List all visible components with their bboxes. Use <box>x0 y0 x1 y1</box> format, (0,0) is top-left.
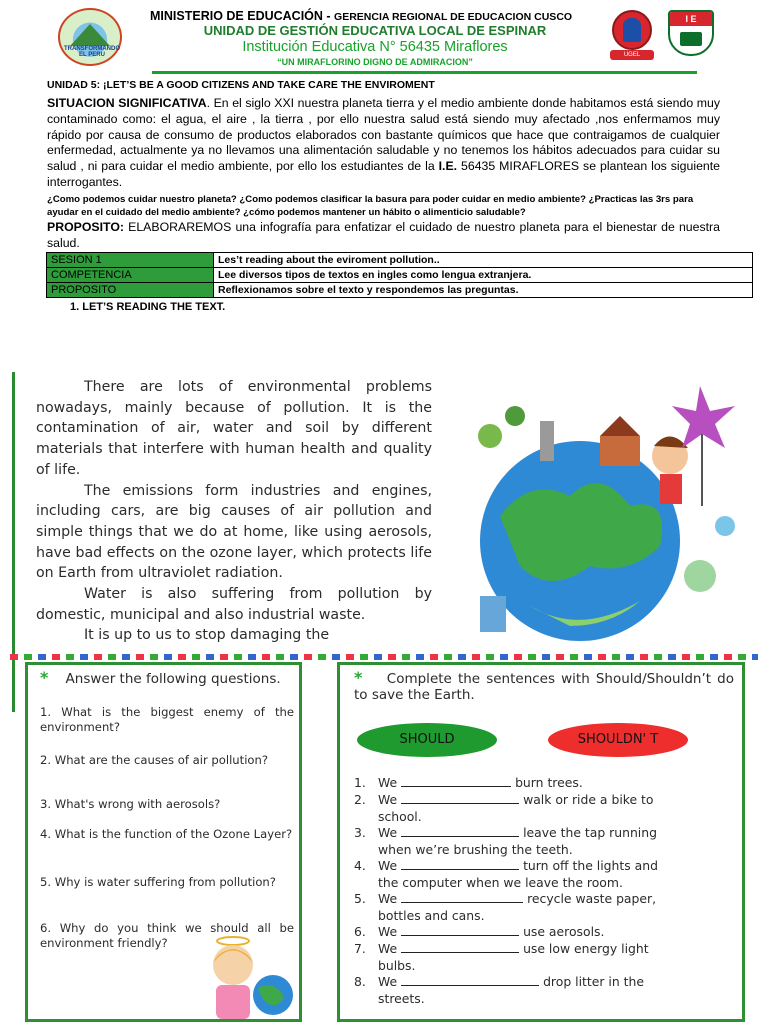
sentence-number: 6. <box>354 924 366 939</box>
sentence-4 <box>354 858 734 891</box>
sentence-start: We <box>378 924 398 939</box>
institucion-title: Institución Educativa N° 56435 Miraflores <box>242 39 508 55</box>
angel-dress-icon <box>216 985 250 1019</box>
sentence-2 <box>354 792 734 825</box>
sentence-start: We <box>378 858 398 873</box>
sentences-box-heading <box>354 670 734 703</box>
sentence-rest: use aerosols. <box>523 924 605 939</box>
ministerio-line <box>150 9 590 23</box>
guiding-questions: ¿Como podemos cuidar nuestro planeta? ¿Como podemos clasificar la basura para poder cuidar en medio ambiente? ¿Practicas las 3rs para ayudar en el cuidado del medio ambiente? ¿cómo podemos mantener un hábito o alimenticio saludable? <box>47 194 694 218</box>
halo-icon <box>217 937 249 945</box>
sentence-continuation: bulbs. <box>378 957 416 973</box>
sentence-start: We <box>378 974 398 989</box>
sentence-continuation: school. <box>378 808 422 824</box>
bubble-icon <box>715 516 735 536</box>
proposito-row-label: PROPOSITO <box>47 283 214 298</box>
gerencia-title: GERENCIA REGIONAL DE EDUCACION CUSCO <box>334 11 573 23</box>
table-row <box>47 283 753 298</box>
shield-band-text: I E <box>670 12 712 26</box>
answer-blank[interactable] <box>401 792 519 804</box>
answer-blank[interactable] <box>401 941 519 953</box>
situacion-tail: 56435 MIRAFLORES se plantean los siguiente interrogantes. <box>47 159 720 189</box>
table-row <box>47 268 753 283</box>
reading-paragraph-1: There are lots of environmental problems nowadays, mainly because of pollution. It is the contamination of air, water and soil by different materials that interfere with human health and quality of life. <box>36 379 432 478</box>
house-icon <box>600 436 640 466</box>
sentence-8 <box>354 974 734 1007</box>
sentences-heading-text: Complete the sentences with Should/Shouldn’t do to save the Earth. <box>354 671 734 703</box>
logo-left-text: TRANSFORMANDO EL PERU <box>64 46 120 58</box>
shield-icon <box>668 10 714 56</box>
session-value: Les’t reading about the eviroment pollution.. <box>214 253 753 268</box>
angel-face-icon <box>213 945 253 985</box>
sentence-rest: recycle waste paper, <box>527 891 657 906</box>
sentence-rest: drop litter in the <box>543 974 644 989</box>
session-table <box>46 252 753 298</box>
questions-heading-text: Answer the following questions. <box>65 671 281 687</box>
session-label: SESION 1 <box>47 253 214 268</box>
sentence-start: We <box>378 941 398 956</box>
sentence-continuation: bottles and cans. <box>378 907 485 923</box>
header-divider <box>152 71 697 74</box>
sentence-start: We <box>378 825 398 840</box>
sentence-7 <box>354 941 734 974</box>
question-6: 6. Why do you think we should all be environment friendly? <box>40 921 294 950</box>
reading-heading: 1. LET’S READING THE TEXT. <box>70 301 226 313</box>
ugel-logo <box>608 10 656 62</box>
roof-icon <box>600 416 640 436</box>
question-3: 3. What's wrong with aerosols? <box>40 797 221 811</box>
should-label: SHOULD <box>357 723 497 757</box>
answer-blank[interactable] <box>401 974 539 986</box>
question-2: 2. What are the causes of air pollution? <box>40 753 269 767</box>
earth-cartoon-illustration <box>460 376 754 662</box>
sentences-box <box>337 662 745 1022</box>
questions-box-heading <box>40 670 294 687</box>
situacion-text: . En el siglo XXI nuestra planeta tierra y el medio ambiente donde habitamos está siendo muy contaminado como: el agua, el aire , la tierra , por ello nuestra salud está siendo muy afectado ,nos enfermamos muy rápido por causa de consumo de productos elaborados con bastante químicos que hace que contraigamos de cualquier enfermedad, actualmente ya no llevamos una alimentación saludable y no tenemos los hábitos adecuados para cuidar su salud , ni para cuidar el medio ambiente, por ello los estudiantes de la <box>47 96 720 174</box>
answer-blank[interactable] <box>401 775 511 787</box>
sentence-rest: use low energy light <box>523 941 649 956</box>
sentence-1 <box>354 775 734 792</box>
question-4: 4. What is the function of the Ozone Layer? <box>40 827 293 841</box>
sentence-continuation: the computer when we leave the room. <box>378 874 623 890</box>
sentence-start: We <box>378 775 398 790</box>
sentence-start: We <box>378 792 398 807</box>
school-shield-logo <box>668 10 714 56</box>
unidad-gestion-title: UNIDAD DE GESTIÓN EDUCATIVA LOCAL DE ESPINAR <box>203 23 547 38</box>
left-accent-bar <box>12 372 15 712</box>
child-shirt-icon <box>660 474 682 504</box>
reading-paragraph-2: The emissions form industries and engines, including cars, are big causes of air pollution and simple things that we do at home, like using aerosols, have bad effects on the ozone layer, which protects life on Earth from ultraviolet radiation. <box>36 482 432 582</box>
shouldnt-label: SHOULDN' T <box>548 723 688 757</box>
sentence-rest: turn off the lights and <box>523 858 658 873</box>
question-5: 5. Why is water suffering from pollution? <box>40 875 276 889</box>
answer-blank[interactable] <box>401 858 519 870</box>
reading-paragraph-4: It is up to us to stop damaging the <box>84 627 330 644</box>
sentence-number: 1. <box>354 775 366 790</box>
sentence-number: 3. <box>354 825 366 840</box>
reading-paragraph-3: Water is also suffering from pollution by domestic, municipal and also industrial waste. <box>36 586 432 623</box>
competencia-value: Lee diversos tipos de textos en ingles como lengua extranjera. <box>214 268 753 283</box>
sentence-number: 2. <box>354 792 366 807</box>
star-bullet-icon: * <box>354 668 363 687</box>
reading-passage <box>36 377 432 663</box>
ugel-espinar-logo <box>58 8 122 66</box>
ugel-logo-text: UGEL <box>610 50 654 60</box>
proposito-text: ELABORAREMOS una infografía para enfatizar el cuidado de nuestro planeta para el bienestar de nuestra salud. <box>47 220 720 250</box>
mountain-icon <box>70 24 110 46</box>
lema-text: “UN MIRAFLORINO DIGNO DE ADMIRACION” <box>277 57 473 67</box>
factory-chimney-icon <box>540 421 554 461</box>
bottle-icon <box>684 560 716 592</box>
answer-blank[interactable] <box>401 924 519 936</box>
proposito-paragraph <box>47 220 720 251</box>
book-icon <box>680 32 702 46</box>
sentence-rest: walk or ride a bike to <box>523 792 654 807</box>
star-icon <box>672 386 735 448</box>
sentence-rest: burn trees. <box>515 775 583 790</box>
angel-child-illustration <box>198 933 298 1021</box>
sentence-continuation: streets. <box>378 990 425 1006</box>
sentence-3 <box>354 825 734 858</box>
sentence-start: We <box>378 891 398 906</box>
decorative-border-strip <box>10 654 758 660</box>
tree-icon-2 <box>505 406 525 426</box>
ministerio-title: MINISTERIO DE EDUCACIÓN - <box>150 9 331 23</box>
situacion-label: SITUACION SIGNIFICATIVA <box>47 96 207 110</box>
question-1: 1. What is the biggest enemy of the environment? <box>40 705 294 734</box>
sentence-number: 7. <box>354 941 366 956</box>
sentence-5 <box>354 891 734 924</box>
questions-box <box>25 662 302 1022</box>
competencia-label: COMPETENCIA <box>47 268 214 283</box>
proposito-label: PROPOSITO: <box>47 220 124 234</box>
answer-blank[interactable] <box>401 891 523 903</box>
answer-blank[interactable] <box>401 825 519 837</box>
trash-bin-icon <box>480 596 506 632</box>
ie-label: I.E. <box>438 159 458 174</box>
sentence-rest: leave the tap running <box>523 825 657 840</box>
unidad-title: UNIDAD 5: ¡LET’S BE A GOOD CITIZENS AND TAKE CARE THE ENVIROMENT <box>47 79 435 91</box>
proposito-row-value: Reflexionamos sobre el texto y respondemos las preguntas. <box>214 283 753 298</box>
sentence-number: 4. <box>354 858 366 873</box>
table-row <box>47 253 753 268</box>
sentence-number: 5. <box>354 891 366 906</box>
tree-icon <box>478 424 502 448</box>
sentence-number: 8. <box>354 974 366 989</box>
star-bullet-icon: * <box>40 668 49 687</box>
situacion-significativa <box>47 96 720 191</box>
ugel-logo-figure <box>623 18 641 42</box>
sentence-continuation: when we’re brushing the teeth. <box>378 841 573 857</box>
sentence-6 <box>354 924 734 941</box>
